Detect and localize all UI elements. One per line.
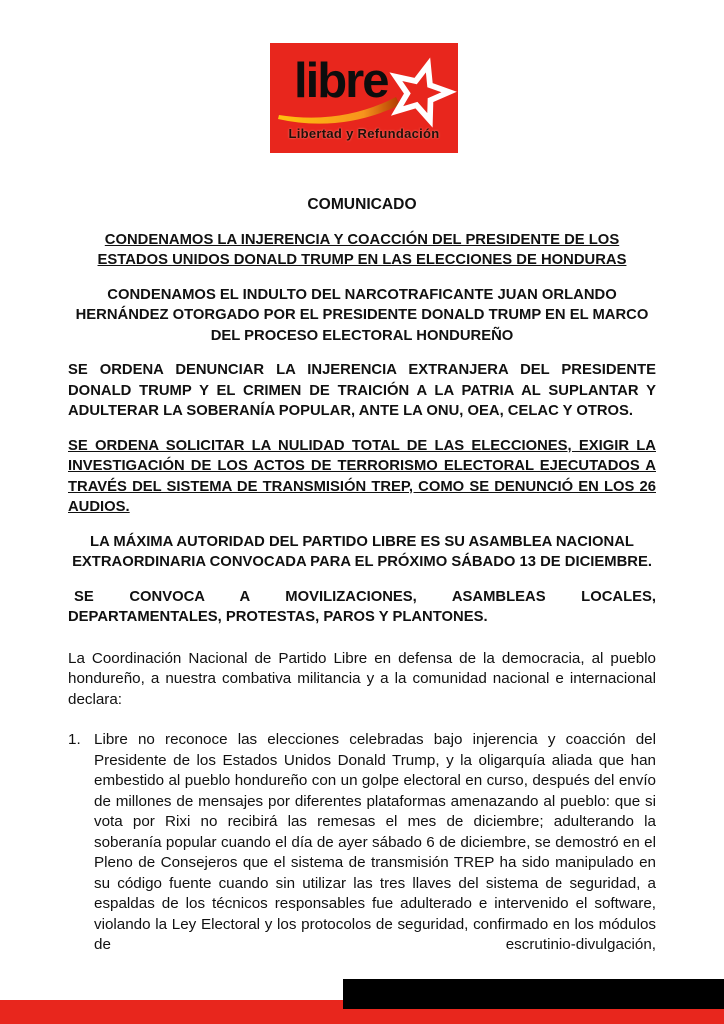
heading-mobilizations: SE CONVOCA A MOVILIZACIONES, ASAMBLEAS LOCALES, DEPARTAMENTALES, PROTESTAS, PAROS Y PLANTONES. bbox=[68, 588, 656, 625]
heading-assembly: LA MÁXIMA AUTORIDAD DEL PARTIDO LIBRE ES SU ASAMBLEA NACIONAL EXTRAORDINARIA CONVOCADA PARA EL PRÓXIMO SÁBADO 13 DE DICIEMBRE. bbox=[72, 533, 652, 570]
logo-brand-text: libre bbox=[294, 54, 388, 108]
heading-condemn-interference: CONDENAMOS LA INJERENCIA Y COACCIÓN DEL PRESIDENTE DE LOS ESTADOS UNIDOS DONALD TRUMP EN LAS ELECCIONES DE HONDURAS bbox=[97, 231, 627, 268]
list-item-1 bbox=[68, 730, 656, 956]
list-item-number: 1. bbox=[68, 731, 81, 748]
logo-tagline: Libertad y Refundación bbox=[288, 126, 440, 141]
heading-order-denounce: SE ORDENA DENUNCIAR LA INJERENCIA EXTRANJERA DEL PRESIDENTE DONALD TRUMP Y EL CRIMEN DE TRAICIÓN A LA PATRIA AL SUPLANTAR Y ADULTERAR LA SOBERANÍA POPULAR, ANTE LA ONU, OEA, CELAC Y OTROS. bbox=[68, 362, 656, 419]
intro-paragraph: La Coordinación Nacional de Partido Libre en defensa de la democracia, al pueblo hondureño, a nuestra combativa militancia y a la comunidad nacional e internacional declara: bbox=[68, 649, 656, 708]
footer-black-bar bbox=[343, 979, 724, 1009]
libre-party-logo bbox=[270, 43, 458, 153]
document-content bbox=[68, 195, 656, 956]
heading-order-nullity: SE ORDENA SOLICITAR LA NULIDAD TOTAL DE LAS ELECCIONES, EXIGIR LA INVESTIGACIÓN DE LOS ACTOS DE TERRORISMO ELECTORAL EJECUTADOS A TRAVÉS DEL SISTEMA DE TRANSMISIÓN TREP, COMO SE DENUNCIÓ EN LOS 26 AUDIOS. bbox=[68, 437, 656, 515]
heading-condemn-pardon: CONDENAMOS EL INDULTO DEL NARCOTRAFICANTE JUAN ORLANDO HERNÁNDEZ OTORGADO POR EL PRESIDENTE DONALD TRUMP EN EL MARCO DEL PROCESO ELECTORAL HONDUREÑO bbox=[75, 286, 649, 344]
list-item-text: Libre no reconoce las elecciones celebradas bajo injerencia y coacción del Presidente de los Estados Unidos Donald Trump, y la oligarquía aliada que han embestido al pueblo hondureño con un golpe electoral en curso, después del envío de millones de mensajes por diferentes plataformas amenazando al pueblo: que si vota por Rixi no recibirá las remesas el mes de diciembre; adulterando la soberanía popular cuando el día de ayer sábado 6 de diciembre, se demostró en el Pleno de Consejeros que el sistema de transmisión TREP ha sido manipulado en su código fuente cuando sin utilizar las tres llaves del sistema de seguridad, a espaldas de los técnicos responsables fue adulterado e intervenido el software, violando la Ley Electoral y los protocolos de seguridad, confirmado en los módulos de escrutinio-divulgación, bbox=[94, 731, 656, 953]
star-icon bbox=[382, 55, 458, 131]
page-title: COMUNICADO bbox=[307, 196, 417, 213]
